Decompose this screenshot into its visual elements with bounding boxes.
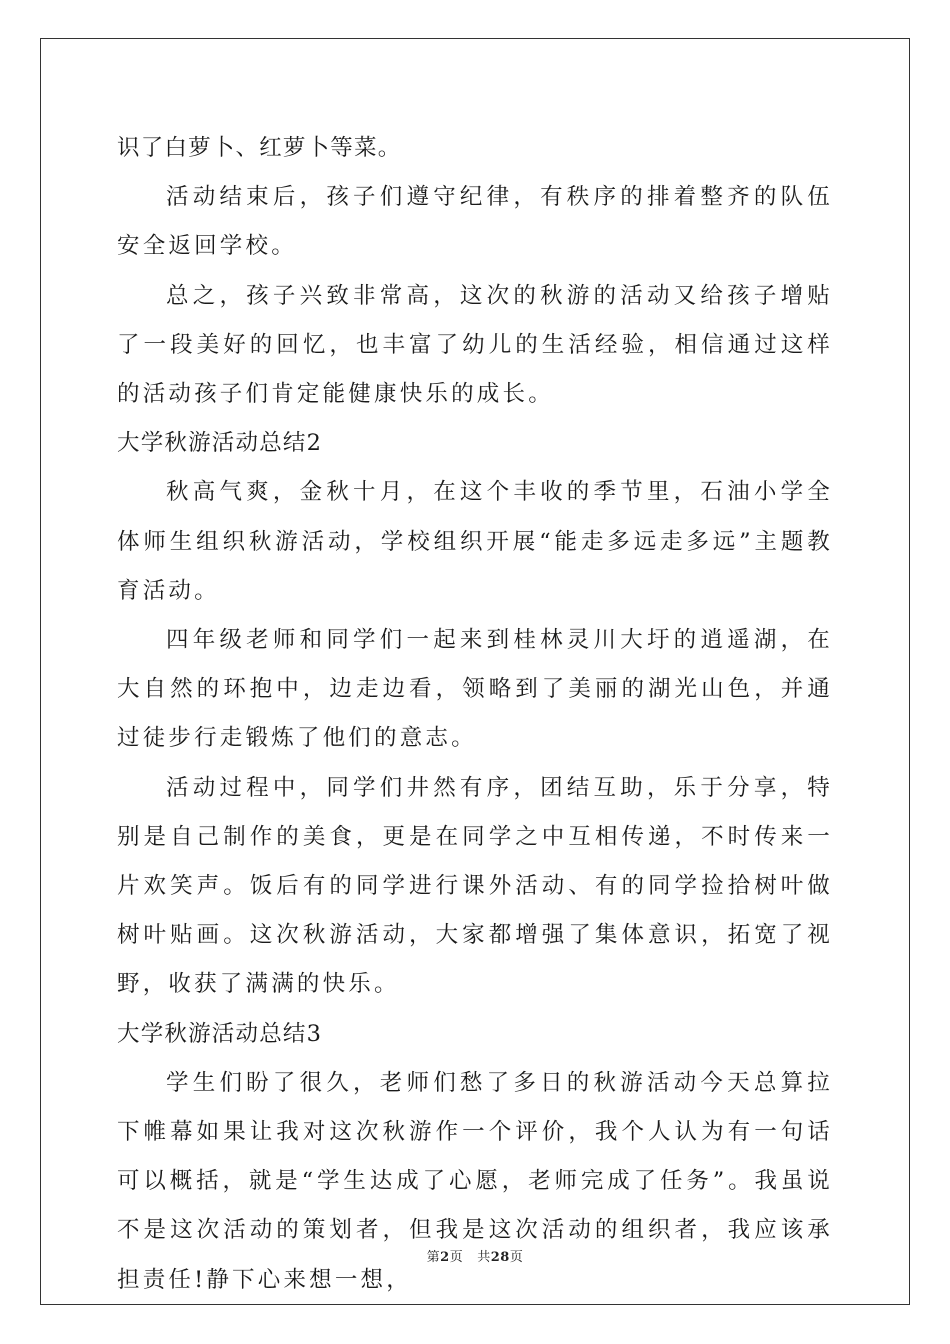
paragraph-continuation: 识了白萝卜、红萝卜等菜。 <box>117 135 402 161</box>
footer-page-current: 2 <box>440 1250 450 1265</box>
footer-total-suffix: 页 <box>509 1250 524 1265</box>
footer-page-total: 28 <box>490 1250 510 1265</box>
section-heading: 大学秋游活动总结3 <box>117 1020 323 1047</box>
paragraph: 总之，孩子兴致非常高，这次的秋游的活动又给孩子增贴了一段美好的回忆，也丰富了幼儿的生活经验，相信通过这样的活动孩子们肯定能健康快乐的成长。 <box>117 282 833 408</box>
paragraph: 活动结束后，孩子们遵守纪律，有秩序的排着整齐的队伍安全返回学校。 <box>117 184 833 260</box>
paragraph: 秋高气爽，金秋十月，在这个丰收的季节里，石油小学全体师生组织秋游活动，学校组织开展“能走多远走多远”主题教育活动。 <box>117 479 833 604</box>
footer-page-prefix: 第 <box>426 1250 441 1265</box>
paragraph: 学生们盼了很久，老师们愁了多日的秋游活动今天总算拉下帷幕如果让我对这次秋游作一个评价，我个人认为有一句话可以概括，就是“学生达成了心愿，老师完成了任务”。我虽说不是这次活动的策划者，但我是这次活动的组织者，我应该承担责任!静下心来想一想， <box>117 1069 833 1293</box>
paragraph: 四年级老师和同学们一起来到桂林灵川大圩的逍遥湖，在大自然的环抱中，边走边看，领略到了美丽的湖光山色，并通过徒步行走锻炼了他们的意志。 <box>117 627 833 752</box>
section-heading: 大学秋游活动总结2 <box>117 430 323 457</box>
document-body <box>117 124 833 1305</box>
paragraph: 活动过程中，同学们井然有序，团结互助，乐于分享，特别是自己制作的美食，更是在同学之中互相传递，不时传来一片欢笑声。饭后有的同学进行课外活动、有的同学捡拾树叶做树叶贴画。这次秋游活动，大家都增强了集体意识，拓宽了视野，收获了满满的快乐。 <box>117 774 833 998</box>
footer-total-prefix: 共 <box>477 1250 491 1265</box>
page-footer <box>0 1246 950 1265</box>
footer-page-suffix: 页 <box>449 1250 464 1265</box>
